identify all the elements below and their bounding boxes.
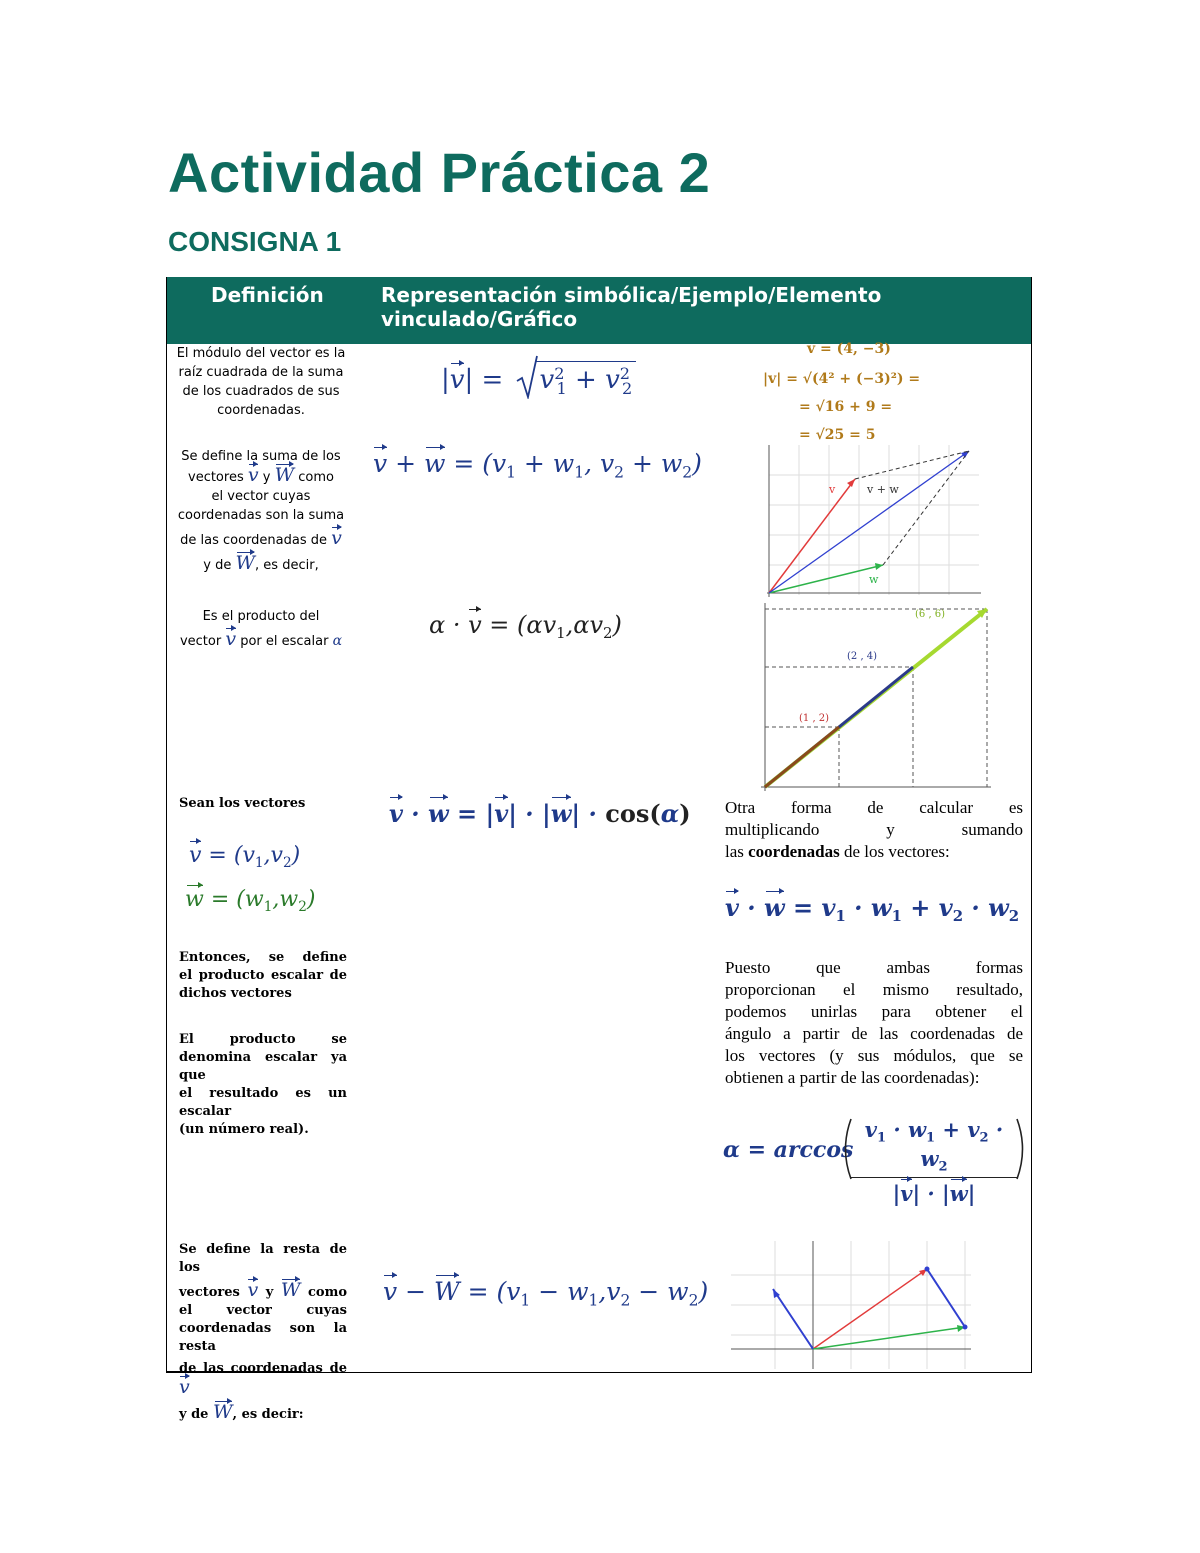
row4-right-paragraph2 [725,957,1023,1089]
row1-definition [171,344,351,420]
row2-definition [171,447,351,575]
graph-label-mid: (2 , 4) [847,651,878,662]
graph-label-v: v [829,483,836,496]
paragraph-line: proporcionan el mismo resultado, [725,980,1023,999]
row3-def-line: vector v por el escalar α [179,628,343,650]
row4-def-line: (un número real). [179,1122,309,1137]
row4-def-line: dichos vectores [179,986,292,1001]
graph-label-vw: v + w [867,483,899,496]
header-col-definition: Definición [211,283,324,307]
row1-formula: |v| = $v^2_1 + v^2_2$ [441,361,636,411]
row5-formula: $v - W = (v_1 - w_1,v_2 - w_2)$ [383,1277,709,1310]
example-line: = √16 + 9 = [799,399,893,415]
row2-def-line: Se define la suma de los [181,449,341,464]
paragraph-line: ángulo a partir de las coordenadas de [725,1024,1023,1043]
paragraph-line: podemos unirlas para obtener el [725,1002,1023,1021]
sum-vectors-graph [763,445,983,601]
row5-def-line: vectores v y W como [179,1279,348,1301]
example-line: |v| = √(4² + (−3)²) = [763,371,921,387]
row4-def-line: el resultado es un escalar [179,1086,347,1119]
row2-def-line: el vector cuyas [211,489,311,504]
row4-w-def: $w = (w_1,w_2)$ [185,887,316,915]
row1-def-line: raíz cuadrada de la suma [178,365,344,380]
row1-example [759,341,999,451]
table-header [167,277,1031,344]
row5-def-line: Se define la resta de los [179,1242,347,1275]
row5-underline [167,1371,301,1372]
paragraph-line: obtienen a partir de las coordenadas): [725,1068,980,1087]
paragraph-line: los vectores (y sus módulos, que se [725,1046,1023,1065]
row4-v-def: $v = (v_1,v_2)$ [189,843,301,871]
row3-def-line: Es el producto del [202,609,320,624]
page-title: Actividad Práctica 2 [168,141,711,204]
row5-def-line: y de W, es decir: [179,1401,304,1423]
row1-def-line: coordenadas. [217,403,305,418]
paragraph-line: las coordenadas de los vectores: [725,842,950,861]
difference-vectors-graph [731,1241,971,1371]
paragraph-line: Puesto que ambas formas [725,958,1023,977]
row4-formula: v · w = |v| · |w| · cos(α) [389,799,691,828]
row5-def-line: coordenadas son la resta [179,1321,347,1354]
row4-definition-body [179,949,347,1003]
row4-definition-intro: Sean los vectores [179,796,306,811]
example-line: v = (4, −3) [807,341,891,357]
row5-def-line: de las coordenadas de v [179,1361,347,1398]
scalar-product-graph [751,603,991,793]
row2-def-line: y de W, es decir, [203,552,319,574]
row4-right-formula: $v \cdot w = v_1 \cdot w_1 + v_2 \cdot w_2$ [725,893,1020,926]
row2-def-line: de las coordenadas de v [180,527,342,549]
row4-def-line: Entonces, se define [179,950,347,965]
row5-definition [179,1241,347,1424]
sqrt-sign-icon [516,355,538,399]
row4-definition-note [179,1031,347,1139]
row3-definition [171,607,351,651]
row1-def-line: El módulo del vector es la [176,346,346,361]
row2-formula: $v + w = (v_1 + w_1$, $v_2 + w_2$) [373,449,702,482]
row4-def-line: El producto se [179,1032,347,1047]
row3-formula: $\alpha \cdot v = (\alpha v_1,\alpha v_2)$ [429,611,622,643]
graph-label-w: w [869,573,879,586]
row4-arccos-formula: α = arccos $v_1 \cdot w_1 + v_2 \cdot w_2$ |v| · |w| [723,1117,1027,1187]
row5-def-line: el vector cuyas [179,1303,347,1318]
paragraph-line: Otra forma de calcular es [725,798,1023,817]
paragraph-line: multiplicando y sumando [725,820,1023,839]
row4-def-line: denomina escalar ya que [179,1050,347,1083]
example-line: = √25 = 5 [799,427,876,443]
graph-label-low: (1 , 2) [799,713,830,724]
row4-right-paragraph1 [725,797,1023,863]
row1-def-line: de los cuadrados de sus [182,384,340,399]
header-col-representation: Representación simbólica/Ejemplo/Elemento vinculado/Gráfico [381,283,882,331]
right-paren-icon [1015,1117,1029,1181]
arccos-label: α = arccos [723,1137,854,1163]
graph-label-top: (6 , 6) [915,609,946,620]
concepts-table [166,277,1032,1423]
section-title: CONSIGNA 1 [168,226,342,257]
row2-def-line: coordenadas son la suma [177,508,345,523]
row2-def-line: vectores v y W como [188,464,334,486]
row4-def-line: el producto escalar de [179,968,347,983]
